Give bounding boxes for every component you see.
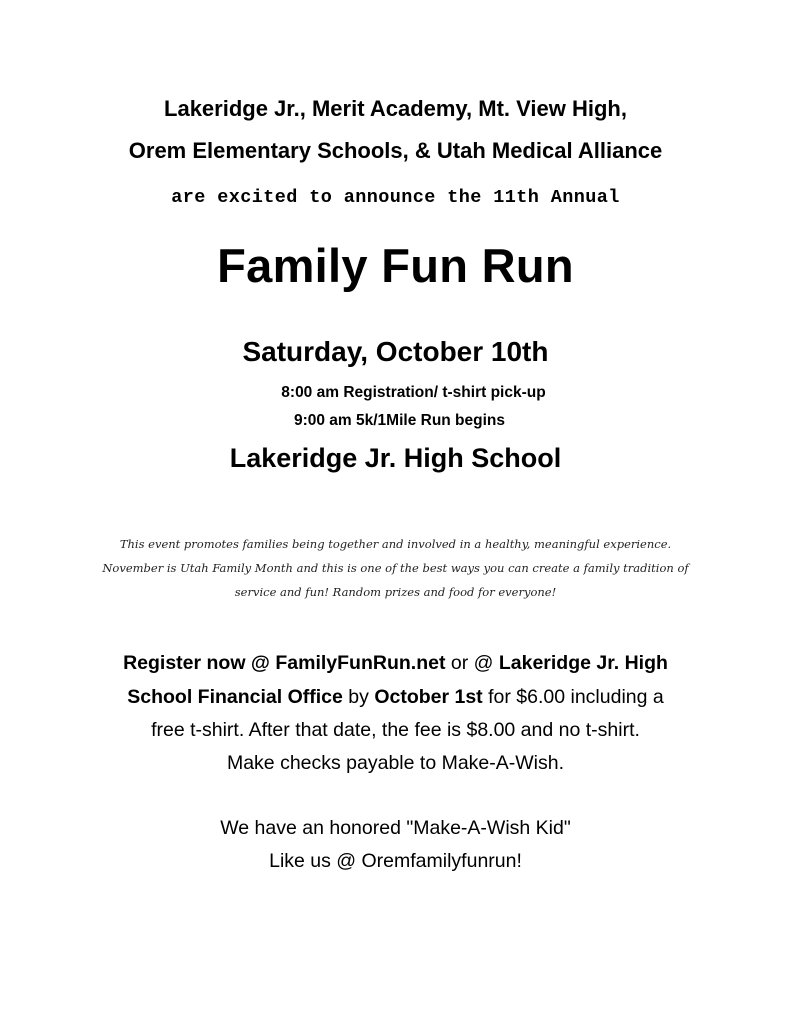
registration-line-3: free t-shirt. After that date, the fee is $8.00 and no t-shirt. [151,719,640,741]
registration-line-2 [0,686,791,709]
promo-line-1: This event promotes families being together and involved in a healthy, meaningful experience. [119,537,672,551]
sponsors-line-2: Orem Elementary Schools, & Utah Medical Alliance [128,138,663,163]
register-deadline: October 1st [374,686,483,708]
register-website: Register now @ FamilyFunRun.net [123,652,446,674]
registration-fee: for $6.00 including a [482,686,664,708]
sponsors-line-1: Lakeridge Jr., Merit Academy, Mt. View High, [164,96,627,121]
venue: Lakeridge Jr. High School [229,443,562,473]
announcement: are excited to announce the 11th Annual [171,187,620,208]
promo-line-3: service and fun! Random prizes and food for everyone! [234,585,557,599]
event-date: Saturday, October 10th [242,336,549,367]
promo-line-2: November is Utah Family Month and this is one of the best ways you can create a family tradition of [102,561,689,575]
registration-connector: or @ [445,652,499,674]
schedule-run: 9:00 am 5k/1Mile Run begins [293,412,506,429]
event-title: Family Fun Run [217,239,574,292]
register-office: School Financial Office [127,686,343,708]
footer-line-1: We have an honored "Make-A-Wish Kid" [220,817,571,839]
registration-line-4: Make checks payable to Make-A-Wish. [226,752,565,774]
registration-by: by [342,686,375,708]
registration-line-1 [0,652,791,675]
footer-line-2: Like us @ Oremfamilyfunrun! [269,850,522,872]
register-school: Lakeridge Jr. High [498,652,668,674]
schedule-registration: 8:00 am Registration/ t-shirt pick-up [281,384,546,401]
